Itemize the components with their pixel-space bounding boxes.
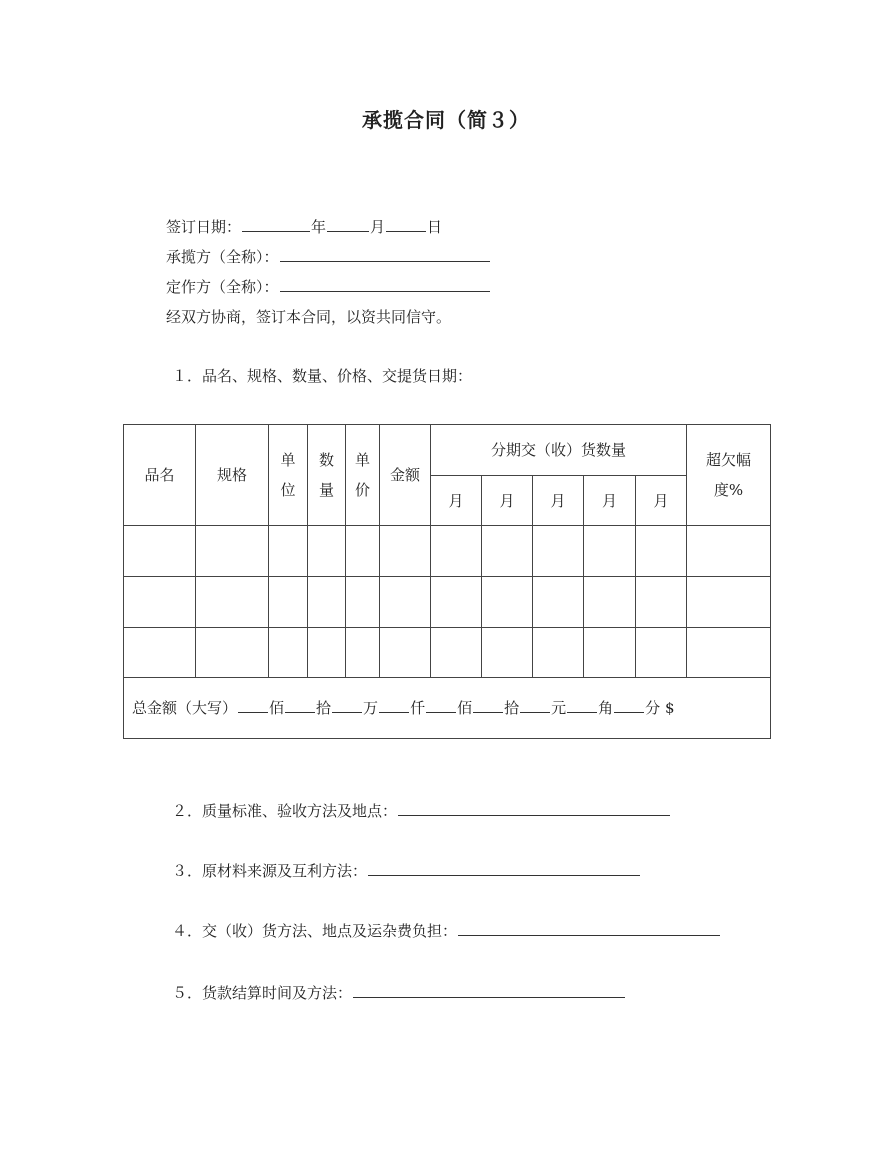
col-header-over-under-text: 超欠幅度% xyxy=(705,451,751,499)
total-unit: 佰 xyxy=(269,699,285,717)
section-3-field[interactable] xyxy=(368,860,640,876)
table-row xyxy=(124,628,771,678)
section-4-heading: ４．交（收）货方法、地点及运杂费负担： xyxy=(172,922,458,940)
currency-symbol: $ xyxy=(664,699,675,717)
preamble: 经双方协商，签订本合同，以资共同信守。 xyxy=(166,308,452,326)
table-cell[interactable] xyxy=(196,628,269,678)
table-cell[interactable] xyxy=(533,526,584,577)
table-cell[interactable] xyxy=(196,577,269,628)
table-cell[interactable] xyxy=(308,628,346,678)
orderer-line xyxy=(166,276,491,297)
total-field[interactable] xyxy=(332,697,362,713)
section-2-line xyxy=(172,800,671,821)
table-cell[interactable] xyxy=(124,526,196,577)
contractor-line xyxy=(166,246,491,267)
col-header-unit xyxy=(269,425,308,526)
col-header-over-under xyxy=(687,425,771,526)
section-2-heading: ２．质量标准、验收方法及地点： xyxy=(172,802,398,820)
contractor-field[interactable] xyxy=(280,246,490,262)
section-1-heading: １．品名、规格、数量、价格、交提货日期： xyxy=(172,367,473,385)
total-field[interactable] xyxy=(379,697,409,713)
table-cell[interactable] xyxy=(380,628,431,678)
table-cell[interactable] xyxy=(124,628,196,678)
table-cell[interactable] xyxy=(482,628,533,678)
table-cell[interactable] xyxy=(533,577,584,628)
table-cell[interactable] xyxy=(124,577,196,628)
total-field[interactable] xyxy=(614,697,644,713)
total-unit: 元 xyxy=(551,699,567,717)
section-4-line xyxy=(172,920,721,941)
orderer-field[interactable] xyxy=(280,276,490,292)
total-unit: 万 xyxy=(363,699,379,717)
section-5-line xyxy=(172,982,626,1003)
goods-table xyxy=(123,424,771,739)
section-3-line xyxy=(172,860,641,881)
month-header-5: 月 xyxy=(636,476,687,526)
table-cell[interactable] xyxy=(346,577,380,628)
total-field[interactable] xyxy=(285,697,315,713)
table-cell[interactable] xyxy=(584,628,636,678)
total-amount-cell xyxy=(124,678,771,739)
total-field[interactable] xyxy=(238,697,268,713)
total-amount-label: 总金额（大写） xyxy=(132,699,238,717)
table-cell[interactable] xyxy=(269,526,308,577)
sign-date-label: 签订日期： xyxy=(166,218,242,236)
table-cell[interactable] xyxy=(636,628,687,678)
table-cell[interactable] xyxy=(482,526,533,577)
day-label: 日 xyxy=(427,218,443,236)
col-header-unit-text: 单位 xyxy=(280,451,296,499)
col-header-qty xyxy=(308,425,346,526)
total-unit: 拾 xyxy=(316,699,332,717)
sign-date-line xyxy=(166,216,442,237)
table-cell[interactable] xyxy=(431,577,482,628)
table-header-row xyxy=(124,425,771,476)
section-5-heading: ５．货款结算时间及方法： xyxy=(172,984,353,1002)
total-unit: 分 xyxy=(645,699,661,717)
total-unit: 拾 xyxy=(504,699,520,717)
year-field[interactable] xyxy=(242,216,310,232)
year-label: 年 xyxy=(311,218,327,236)
table-cell[interactable] xyxy=(346,628,380,678)
table-cell[interactable] xyxy=(687,526,771,577)
col-header-unit-price-text: 单价 xyxy=(354,451,370,499)
section-3-heading: ３．原材料来源及互利方法： xyxy=(172,862,368,880)
table-cell[interactable] xyxy=(431,526,482,577)
col-header-amount: 金额 xyxy=(380,425,431,526)
table-row xyxy=(124,577,771,628)
total-field[interactable] xyxy=(426,697,456,713)
table-cell[interactable] xyxy=(431,628,482,678)
contractor-label: 承揽方（全称）： xyxy=(166,248,279,266)
total-unit: 佰 xyxy=(457,699,473,717)
document-title: 承揽合同（简３） xyxy=(362,108,530,132)
section-2-field[interactable] xyxy=(398,800,670,816)
total-unit: 角 xyxy=(598,699,614,717)
total-field[interactable] xyxy=(473,697,503,713)
table-cell[interactable] xyxy=(533,628,584,678)
table-row xyxy=(124,526,771,577)
table-cell[interactable] xyxy=(687,628,771,678)
table-cell[interactable] xyxy=(308,526,346,577)
col-header-spec: 规格 xyxy=(196,425,269,526)
month-field[interactable] xyxy=(327,216,369,232)
table-cell[interactable] xyxy=(636,526,687,577)
table-cell[interactable] xyxy=(308,577,346,628)
orderer-label: 定作方（全称）： xyxy=(166,278,279,296)
day-field[interactable] xyxy=(386,216,426,232)
month-header-1: 月 xyxy=(431,476,482,526)
total-unit: 仟 xyxy=(410,699,426,717)
total-field[interactable] xyxy=(567,697,597,713)
table-cell[interactable] xyxy=(346,526,380,577)
total-field[interactable] xyxy=(520,697,550,713)
total-amount-row xyxy=(124,678,771,739)
table-cell[interactable] xyxy=(380,526,431,577)
month-label: 月 xyxy=(370,218,386,236)
table-cell[interactable] xyxy=(380,577,431,628)
table-cell[interactable] xyxy=(687,577,771,628)
col-header-unit-price xyxy=(346,425,380,526)
col-header-name: 品名 xyxy=(124,425,196,526)
month-header-2: 月 xyxy=(482,476,533,526)
month-header-3: 月 xyxy=(533,476,584,526)
section-5-field[interactable] xyxy=(353,982,625,998)
table-cell[interactable] xyxy=(482,577,533,628)
col-header-qty-text: 数量 xyxy=(318,451,334,499)
table-cell[interactable] xyxy=(584,526,636,577)
table-cell[interactable] xyxy=(269,577,308,628)
section-4-field[interactable] xyxy=(458,920,720,936)
col-header-installment: 分期交（收）货数量 xyxy=(431,425,687,476)
table-cell[interactable] xyxy=(269,628,308,678)
month-header-4: 月 xyxy=(584,476,636,526)
table-cell[interactable] xyxy=(584,577,636,628)
table-cell[interactable] xyxy=(196,526,269,577)
table-cell[interactable] xyxy=(636,577,687,628)
